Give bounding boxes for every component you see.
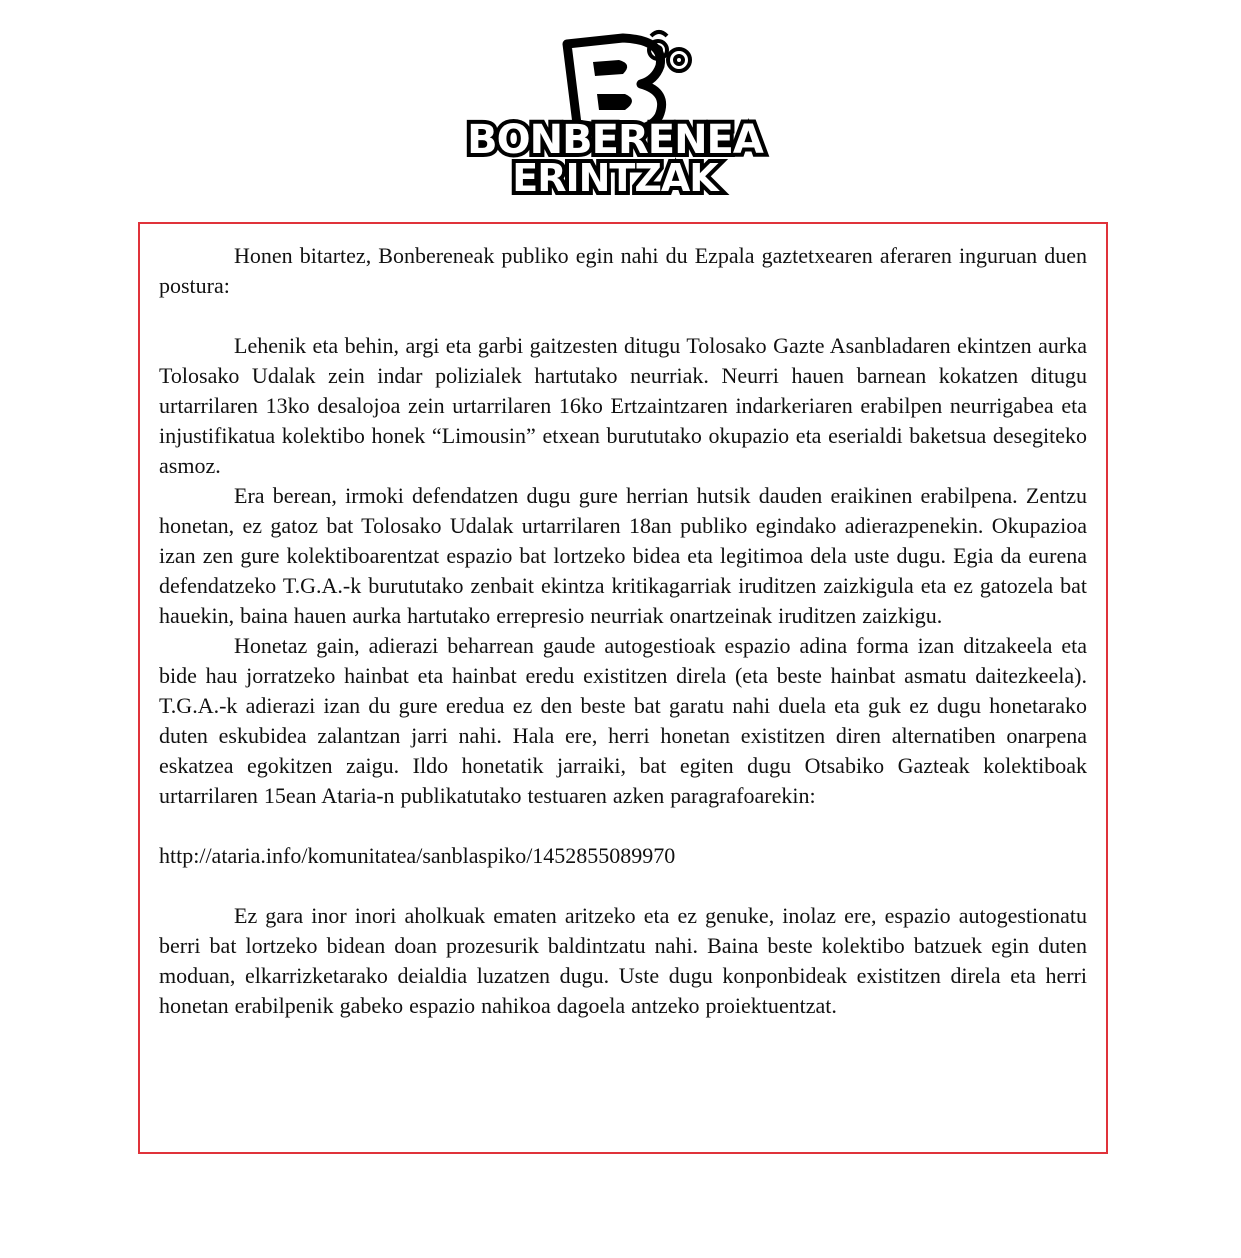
statement-body	[159, 241, 1087, 1021]
statement-frame	[138, 222, 1108, 1154]
paragraph-gap	[159, 811, 1087, 841]
paragraph-2: Era berean, irmoki defendatzen dugu gure herrian hutsik dauden eraikinen erabilpena. Zentzu honetan, ez gatoz bat Tolosako Udalak urtarrilaren 18an publiko egindako adierazpenekin. Okupazioa izan zen gure kolektiboarentzat espazio bat lortzeko bidea eta legitimoa dela uste dugu. Egia da eurena defendatzeko T.G.A.-k burututako zenbait ekintza kritikagarriak iruditzen zaizkigula eta ez gatozela bat hauekin, baina hauen aurka hartutako errepresio neurriak onartzeinak iruditzen zaizkigu.	[159, 483, 1087, 628]
logo-wordmark-line1: BONBERENEA	[467, 117, 763, 163]
logo-wordmark-line2: ERINTZAK	[512, 156, 718, 200]
paragraph-3: Honetaz gain, adierazi beharrean gaude autogestioak espazio adina forma izan ditzakeela eta bide hau jorratzeko hainbat eta hainbat eredu existitzen direla (eta beste hainbat asmatu daitezkeela). T.G.A.-k adierazi izan du gure eredua ez den beste bat garatu nahi duela eta guk ez dugu honetarako duten eskubidea zalantzan jarri nahi. Hala ere, herri honetan existitzen diren alternatiben onarpena eskatzea egokitzen zaigu. Ildo honetatik jarraiki, bat egiten dugu Otsabiko Gazteak kolektiboak urtarrilaren 15ean Ataria-n publikatutako testuaren azken paragrafoarekin:	[159, 633, 1087, 808]
paragraph-gap	[159, 871, 1087, 901]
source-link[interactable]: http://ataria.info/komunitatea/sanblaspiko/1452855089970	[159, 843, 676, 868]
paragraph-1: Lehenik eta behin, argi eta garbi gaitzesten ditugu Tolosako Gazte Asanbladaren ekintzen aurka Tolosako Udalak zein indar polizialek hartutako neurriak. Neurri hauen barnean kokatzen ditugu urtarrilaren 13ko desalojoa zein urtarrilaren 16ko Ertzaintzaren indarkeriaren erabilpen neurrigabea eta injustifikatua kolektibo honek “Limousin” etxean burututako okupazio eta eserialdi baketsua desegiteko asmoz.	[159, 333, 1087, 478]
paragraph-intro: Honen bitartez, Bonbereneak publiko egin nahi du Ezpala gaztetxearen aferaren inguruan duen postura:	[159, 243, 1087, 298]
paragraph-gap	[159, 301, 1087, 331]
bonberenea-logo	[455, 28, 775, 203]
paragraph-4: Ez gara inor inori aholkuak ematen aritzeko eta ez genuke, inolaz ere, espazio autogestionatu berri bat lortzeko bidean doan prozesurik baldintzatu nahi. Baina beste kolektibo batzuek egin duten moduan, elkarrizketarako deialdia luzatzen dugu. Uste dugu konponbideak existitzen direla eta herri honetan erabilpenik gabeko espazio nahikoa dagoela antzeko proiektuentzat.	[159, 903, 1087, 1018]
logo-wordmark	[467, 117, 764, 200]
